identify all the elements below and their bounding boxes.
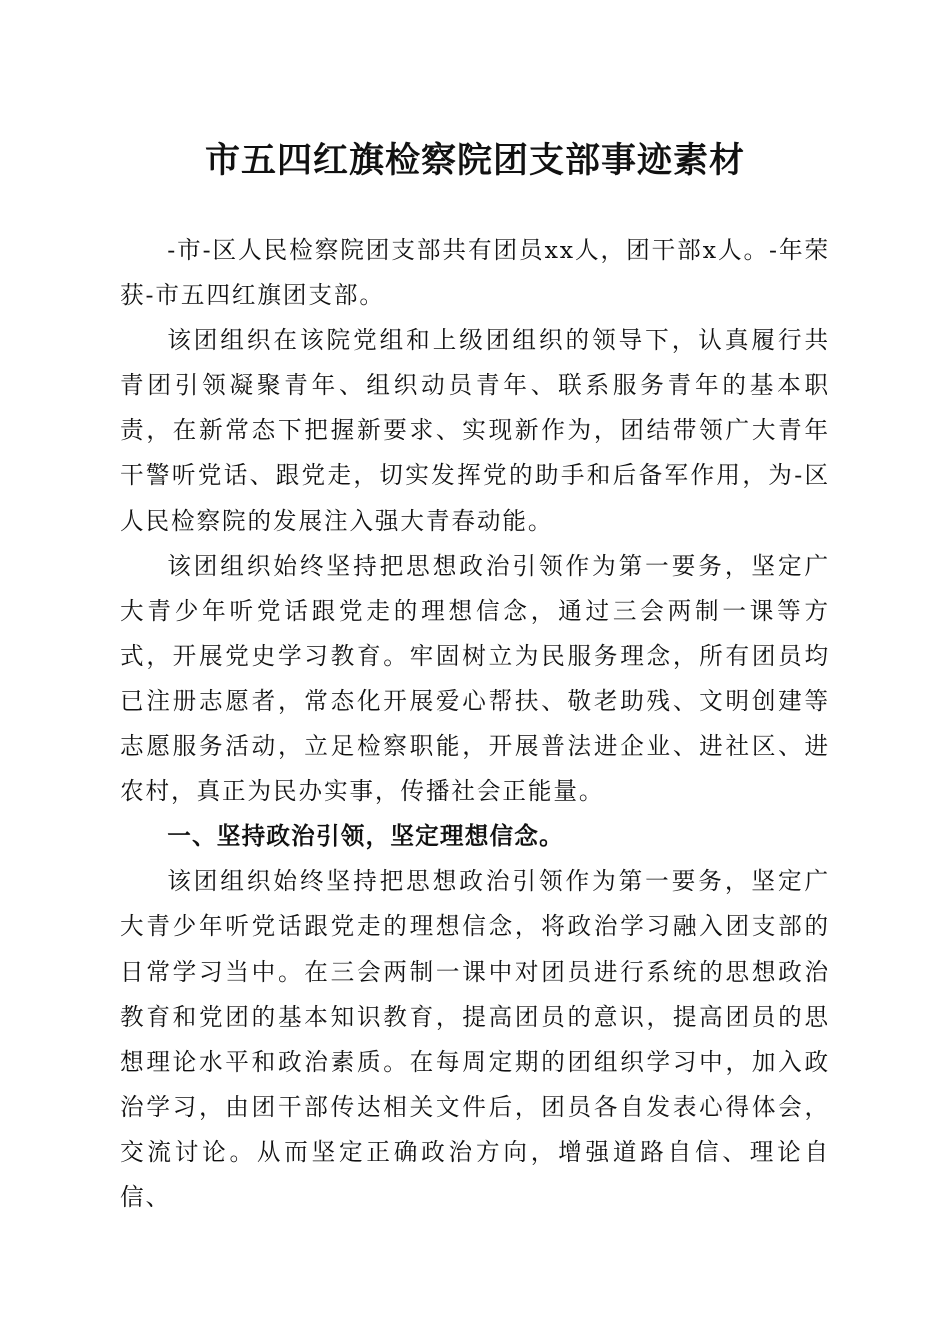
section-paragraph: 该团组织始终坚持把思想政治引领作为第一要务，坚定广大青少年听党话跟党走的理想信念，将政治学习融入团支部的日常学习当中。在三会两制一课中对团员进行系统的思想政治教育和党团的基本知识教育，提高团员的意识，提高团员的思想理论水平和政治素质。在每周定期的团组织学习中，加入政治学习，由团干部传达相关文件后，团员各自发表心得体会，交流讨论。从而坚定正确政治方向，增强道路自信、理论自信、 — [120, 867, 830, 1211]
section-heading: 一、坚持政治引领，坚定理想信念。 — [167, 822, 564, 851]
paragraph-leadership: 该团组织在该院党组和上级团组织的领导下，认真履行共青团引领凝聚青年、组织动员青年、联系服务青年的基本职责，在新常态下把握新要求、实现新作为，团结带领广大青年干警听党话、跟党走，切实发挥党的助手和后备军作用，为-区人民检察院的发展注入强大青春动能。 — [120, 326, 830, 535]
document-body — [120, 228, 830, 1220]
paragraph-intro: -市-区人民检察院团支部共有团员xx人，团干部x人。-年荣获-市五四红旗团支部。 — [120, 236, 830, 310]
paragraph-political-guidance: 该团组织始终坚持把思想政治引领作为第一要务，坚定广大青少年听党话跟党走的理想信念，通过三会两制一课等方式，开展党史学习教育。牢固树立为民服务理念，所有团员均已注册志愿者，常态化开展爱心帮扶、敬老助残、文明创建等志愿服务活动，立足检察职能，开展普法进企业、进社区、进农村，真正为民办实事，传播社会正能量。 — [120, 551, 830, 806]
document-title: 市五四红旗检察院团支部事迹素材 — [204, 140, 745, 181]
